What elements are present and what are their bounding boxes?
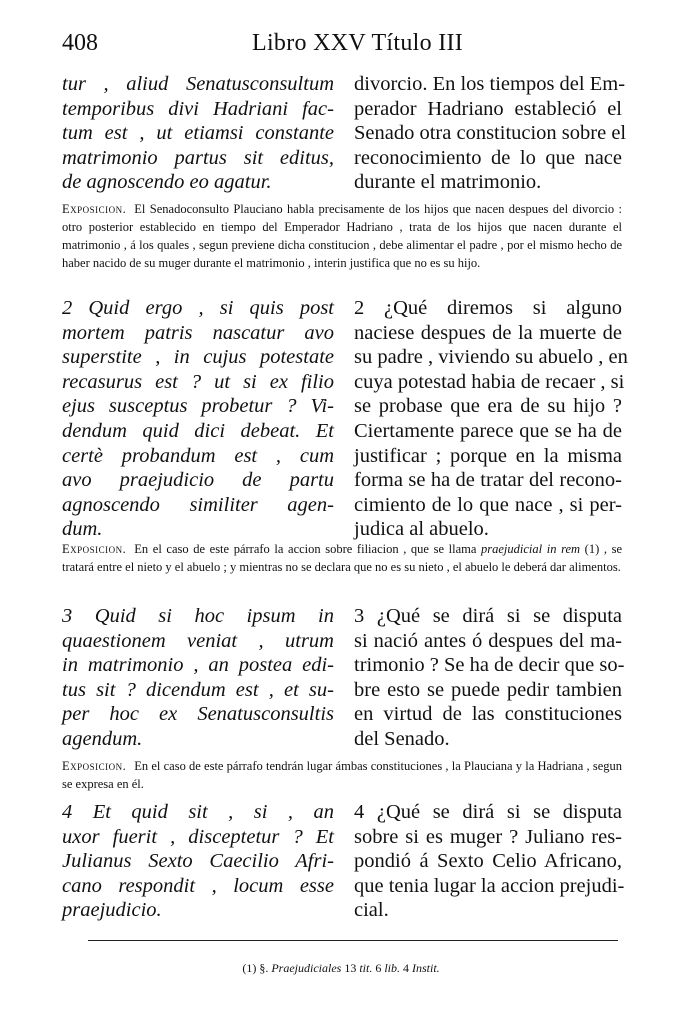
spanish-line: 3 ¿Qué se dirá si se disputa <box>354 605 622 627</box>
latin-line: agendum. <box>62 727 143 750</box>
latin-column <box>62 296 334 542</box>
exposicion-note-2 <box>62 540 622 576</box>
spanish-column <box>354 800 625 923</box>
latin-line: in matrimonio , an postea edi- <box>62 654 334 677</box>
exposicion-note-1 <box>62 200 622 272</box>
spanish-line: en virtud de las constituciones <box>354 703 622 726</box>
exposicion-text: En el caso de este párrafo tendrán lugar ámbas constituciones , la Plauciana y la Hadriana , segun se expresa en él. <box>62 759 622 791</box>
exposicion-note-3 <box>62 757 622 793</box>
footnote <box>0 961 682 976</box>
running-head: Libro XXV Título III <box>252 30 464 56</box>
latin-line: quaestionem veniat , utrum <box>62 629 334 652</box>
exposicion-label: Exposicion. <box>62 542 127 556</box>
spanish-line: trimonio ? Se ha de decir que so- <box>354 654 625 677</box>
latin-line: cano respondit , locum esse <box>62 874 334 897</box>
exposicion-italic: praejudicial in rem <box>481 542 581 556</box>
latin-line: mortem patris nascatur avo <box>62 321 334 344</box>
latin-line: dendum quid dici debeat. Et <box>62 419 334 442</box>
spanish-line: divorcio. En los tiempos del Em- <box>354 73 626 95</box>
spanish-line: su padre , viviendo su abuelo , en <box>354 346 628 369</box>
spanish-line: judica al abuelo. <box>354 518 489 541</box>
spanish-column <box>354 604 625 752</box>
latin-line: dum. <box>62 518 103 541</box>
latin-line: ejus susceptus probetur ? Vi- <box>62 395 334 418</box>
latin-line: certè probandum est , cum <box>62 444 334 467</box>
paragraph-block-3 <box>62 604 625 754</box>
spanish-line: 4 ¿Qué se dirá si se disputa <box>354 801 622 823</box>
spanish-line: pondió á Sexto Celio Africano, <box>354 850 622 873</box>
spanish-line: Senado otra constitucion sobre el <box>354 122 627 145</box>
spanish-line: cuya potestad habia de recaer , si <box>354 370 625 393</box>
spanish-line: cial. <box>354 899 389 922</box>
page-header <box>62 30 622 64</box>
latin-line: praejudicio. <box>62 899 162 922</box>
spanish-line: naciese despues de la muerte de <box>354 321 622 344</box>
footnote-text: 4 <box>400 961 412 975</box>
paragraph-block-4 <box>62 800 625 924</box>
paragraph-block-1 <box>62 72 627 196</box>
spanish-line: del Senado. <box>354 727 450 750</box>
latin-line: superstite , in cujus potestate <box>62 346 334 369</box>
latin-column <box>62 800 334 923</box>
spanish-line: durante el matrimonio. <box>354 171 542 194</box>
paragraph-block-2 <box>62 296 628 544</box>
latin-column <box>62 72 334 195</box>
latin-line: recasurus est ? ut si ex filio <box>62 370 334 393</box>
latin-line: tum est , ut etiamsi constante <box>62 122 334 145</box>
spanish-line: que tenia lugar la accion prejudi- <box>354 874 625 897</box>
latin-line: Julianus Sexto Caecilio Afri- <box>62 850 334 873</box>
spanish-line: 2 ¿Qué diremos si alguno <box>354 297 622 319</box>
footnote-text: 13 <box>341 961 360 975</box>
footnote-divider <box>88 940 618 941</box>
spanish-column <box>354 72 627 195</box>
latin-line: per hoc ex Senatusconsultis <box>62 703 334 726</box>
latin-column <box>62 604 334 752</box>
spanish-line: reconocimiento de lo que nace <box>354 146 622 169</box>
latin-line: tur , aliud Senatusconsultum <box>62 73 334 95</box>
spanish-line: sobre si es muger ? Juliano res- <box>354 825 622 848</box>
spanish-line: bre esto se puede pedir tambien <box>354 678 622 701</box>
footnote-text: §. <box>259 961 272 975</box>
latin-line: 3 Quid si hoc ipsum in <box>62 605 334 627</box>
exposicion-text: En el caso de este párrafo la accion sobre filiacion , que se llama <box>134 542 477 556</box>
latin-line: de agnoscendo eo agatur. <box>62 171 272 194</box>
latin-line: tus sit ? dicendum est , et su- <box>62 678 334 701</box>
latin-line: temporibus divi Hadriani fac- <box>62 97 334 120</box>
page-number: 408 <box>62 30 98 56</box>
footnote-italic: tit. <box>359 961 373 975</box>
footnote-italic: lib. <box>384 961 400 975</box>
spanish-line: se probase que era de su hijo ? <box>354 395 622 418</box>
latin-line: 4 Et quid sit , si , an <box>62 801 334 823</box>
spanish-line: justificar ; porque en la misma <box>354 444 622 467</box>
footnote-text: 6 <box>372 961 385 975</box>
latin-line: avo praejudicio de partu <box>62 469 334 492</box>
spanish-line: forma se ha de tratar del recono- <box>354 469 622 492</box>
spanish-column <box>354 296 628 542</box>
spanish-line: perador Hadriano estableció el <box>354 97 622 120</box>
exposicion-text-after: (1) , se tratará entre el nieto y el abuelo ; y mientras no se declara que no es su nieto , el abuelo le deberá dar alimentos. <box>62 542 623 574</box>
latin-line: matrimonio partus sit editus, <box>62 146 334 169</box>
latin-line: 2 Quid ergo , si quis post <box>62 297 334 319</box>
spanish-line: cimiento de lo que nace , si per- <box>354 493 622 516</box>
footnote-italic: Instit. <box>412 961 440 975</box>
spanish-line: Ciertamente parece que se ha de <box>354 419 622 442</box>
latin-line: uxor fuerit , disceptetur ? Et <box>62 825 334 848</box>
exposicion-text: El Senadoconsulto Plauciano habla precisamente de los hijos que nacen despues del divorcio : otro posterior establecido en tiempo del Emperador Hadriano , trata de los hijos que nacen durante el matrimonio , á los quales , segun previene dicha constitucion , debe alimentar el padre , por el mismo hecho de haber nacido de su muger durante el matrimonio , interin justifica que no es su hijo. <box>62 202 622 270</box>
exposicion-label: Exposicion. <box>62 202 127 216</box>
footnote-italic: Praejudiciales <box>271 961 342 975</box>
spanish-line: si nació antes ó despues del ma- <box>354 629 622 652</box>
footnote-number: (1) <box>242 961 257 975</box>
latin-line: agnoscendo similiter agen- <box>62 493 334 516</box>
exposicion-label: Exposicion. <box>62 759 127 773</box>
